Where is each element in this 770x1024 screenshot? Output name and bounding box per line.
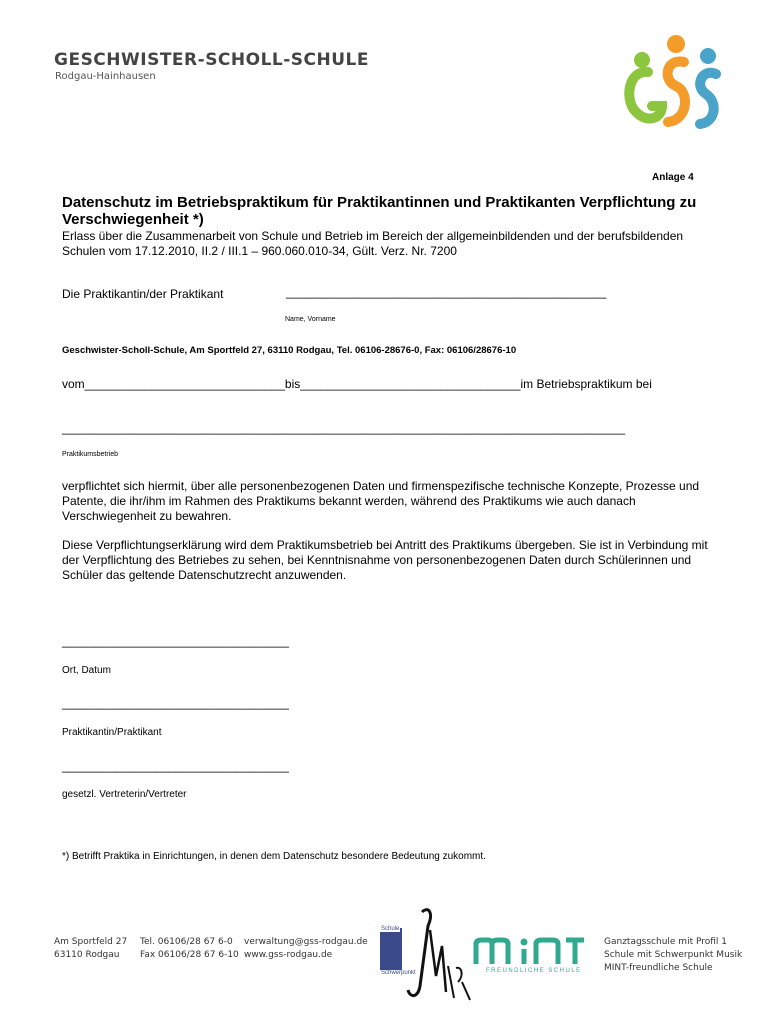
music-profile-logo bbox=[380, 906, 472, 1002]
mint-subtitle: FREUNDLICHE SCHULE bbox=[486, 968, 582, 974]
annex-label: Anlage 4 bbox=[652, 172, 694, 183]
period-line bbox=[62, 377, 652, 391]
name-caption: Name, Vorname bbox=[285, 316, 336, 323]
footer-street: Am Sportfeld 27 bbox=[54, 937, 128, 947]
logo-head-blue bbox=[700, 48, 716, 64]
mint-wordmark-icon bbox=[472, 936, 587, 966]
bis-label: bis bbox=[284, 377, 301, 391]
music-logo-top-text: Schule bbox=[381, 926, 400, 932]
footer-email[interactable]: verwaltung@gss-rodgau.de bbox=[244, 937, 368, 947]
footer-profile-1: Ganztagsschule mit Profil 1 bbox=[604, 937, 727, 947]
paragraph-obligation: verpflichtet sich hiermit, über alle personenbezogenen Daten und firmenspezifische technische Konzepte, Prozesse und Patente, die ihr/ihm im Rahmen des Praktikums bekannt werden, während des Praktikums wie auch danach Verschwiegenheit zu bewahren. bbox=[62, 479, 700, 523]
school-address: Geschwister-Scholl-Schule, Am Sportfeld 27, 63110 Rodgau, Tel. 06106-28676-0, Fax: 06106/28676-10 bbox=[62, 345, 517, 356]
footer-phone bbox=[140, 936, 239, 962]
footer-profile bbox=[604, 936, 742, 975]
signature-line-intern[interactable]: __________________________________ bbox=[62, 696, 289, 710]
signature-line-place-date[interactable]: __________________________________ bbox=[62, 634, 289, 648]
footer-address bbox=[54, 936, 127, 962]
school-location: Rodgau-Hainhausen bbox=[55, 71, 156, 82]
footer-contact bbox=[244, 936, 368, 962]
music-script-icon bbox=[402, 906, 472, 1002]
footer-profile-3: MINT-freundliche Schule bbox=[604, 963, 713, 973]
signature-label-place-date: Ort, Datum bbox=[62, 665, 111, 676]
company-field-line[interactable]: _____________________________________________________________________________________ bbox=[62, 421, 626, 435]
footer-web[interactable]: www.gss-rodgau.de bbox=[244, 950, 333, 960]
name-field-line[interactable]: ________________________________________________ bbox=[286, 285, 607, 299]
footnote: *) Betrifft Praktika in Einrichtungen, in denen dem Datenschutz besondere Bedeutung zukommt. bbox=[62, 851, 486, 862]
decree-reference: Erlass über die Zusammenarbeit von Schule und Betrieb im Bereich der allgemeinbildenden und der berufsbildenden Schulen vom 17.12.2010, II.2 / III.1 – 960.060.010-34, Gült. Verz. Nr. 7200 bbox=[62, 229, 684, 258]
vom-label: vom bbox=[62, 377, 85, 391]
paragraph-handover: Diese Verpflichtungserklärung wird dem Praktikumsbetrieb bei Antritt des Praktikums übergeben. Sie ist in Verbindung mit der Verpflichtung des Betriebes zu sehen, bei Kenntnisnahme von personenbezogenen Daten durch Schülerinnen und Schüler das geltende Datenschutzrecht anzuwenden. bbox=[62, 538, 708, 582]
gss-logo bbox=[618, 30, 730, 142]
document-title: Datenschutz im Betriebspraktikum für Praktikantinnen und Praktikanten Verpflichtung zu Verschwiegenheit *) bbox=[62, 194, 697, 228]
music-logo-bottom-text: Schwerpunkt bbox=[381, 970, 416, 976]
school-name: GESCHWISTER-SCHOLL-SCHULE bbox=[54, 50, 370, 70]
period-suffix: im Betriebspraktikum bei bbox=[520, 377, 652, 391]
logo-head-green bbox=[634, 52, 650, 68]
signature-line-guardian[interactable]: __________________________________ bbox=[62, 759, 289, 773]
intern-label: Die Praktikantin/der Praktikant bbox=[62, 287, 224, 301]
signature-label-intern: Praktikantin/Praktikant bbox=[62, 727, 162, 738]
logo-head-orange bbox=[667, 35, 685, 53]
footer-fax: Fax 06106/28 67 6-10 bbox=[140, 950, 239, 960]
mint-logo bbox=[472, 930, 597, 980]
signature-label-guardian: gesetzl. Vertreterin/Vertreter bbox=[62, 789, 187, 800]
footer-profile-2: Schule mit Schwerpunkt Musik bbox=[604, 950, 743, 960]
company-caption: Praktikumsbetrieb bbox=[62, 451, 119, 458]
vom-field-line[interactable]: ______________________________ bbox=[84, 377, 285, 391]
footer-city: 63110 Rodgau bbox=[54, 950, 120, 960]
music-logo-bar bbox=[380, 928, 402, 976]
bis-field-line[interactable]: _________________________________ bbox=[300, 377, 521, 391]
footer-tel: Tel. 06106/28 67 6-0 bbox=[140, 937, 233, 947]
